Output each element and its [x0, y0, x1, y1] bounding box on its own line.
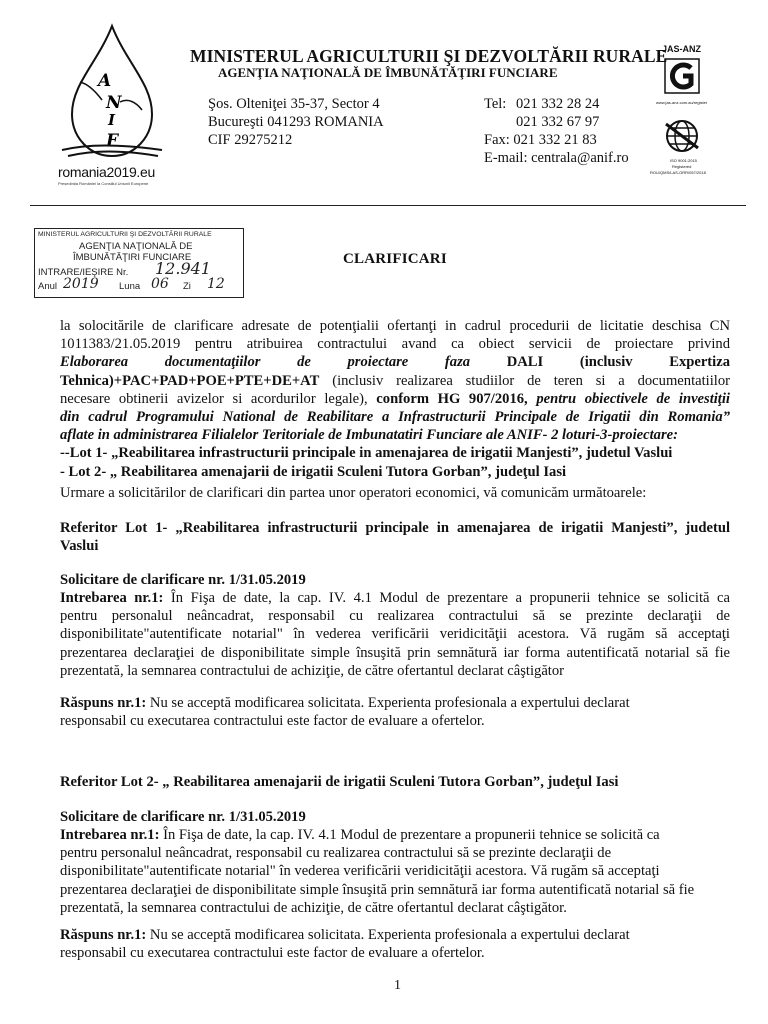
handwritten-number: 12.941	[155, 259, 211, 278]
text-line: Referitor Lot 2- „ Reabilitarea amenajarii de irigatii Sculeni Tutora Gorban”, judeţul Iasi	[60, 774, 619, 790]
address-line: CIF 29275212	[208, 132, 293, 148]
text-line: disponibilitate"autentificate notarial" în vederea verificării veridicităţii acestora. Vă rugăm să acceptaţi	[60, 626, 730, 643]
lot-2-title: - Lot 2- „ Reabilitarea amenajarii de irigatii Sculeni Tutora Gorban”, judeţul Iasi	[60, 463, 567, 480]
text-line: responsabil cu executarea contractului este factor de evaluare a ofertelor.	[60, 713, 485, 730]
text-line: 1011383/21.05.2019 pentru atribuirea contractului avand ca obiect servicii de proiectare privind	[60, 336, 730, 353]
text-line	[60, 353, 730, 371]
logo-letter-n: N	[106, 93, 122, 113]
text-line	[60, 372, 730, 390]
stamp-line: ÎMBUNĂTĂŢIRI FUNCIARE	[73, 252, 192, 263]
text-line: prezentarea declaraţiei de disponibilitate simple însuşită prin semnătură iar forma autentificată notarial să fie	[60, 644, 730, 661]
text-line: prezentarea declaraţiei de disponibilitate simple însuşită prin semnătură iar forma autentificată notarial să fie	[60, 881, 695, 898]
text-line	[60, 589, 730, 607]
text-line: pentru personalul neâncadrat, responsabil cu realizarea contractului să se prezinte declaraţii de	[60, 608, 730, 625]
handwritten-year: 2019	[63, 276, 99, 292]
address-line: Bucureşti 041293 ROMANIA	[208, 114, 384, 130]
jas-anz-site: www.jas-anz.com.au/register	[656, 100, 708, 105]
document-title: CLARIFICARI	[343, 251, 447, 267]
logo-letter-i: I	[108, 111, 116, 129]
handwritten-day: 12	[207, 276, 225, 292]
agency-name: AGENŢIA NAŢIONALĂ DE ÎMBUNĂTĂŢIRI FUNCIARE	[218, 65, 558, 80]
logo-small-text: Președinția României la Consiliul Uniunii Europene	[58, 181, 149, 186]
water-drop-icon	[58, 22, 166, 162]
lot-2-question	[60, 826, 730, 917]
objective-text: pentru obiectivele de investiţii	[536, 390, 730, 407]
intro-paragraph	[60, 317, 730, 481]
stamp-line: Luna	[119, 281, 141, 292]
text-line	[60, 926, 730, 944]
text-line: pentru personalul neâncadrat, responsabil cu realizarea contractului să se prezinte declaraţii de	[60, 845, 612, 862]
text-line: prezentată, la semnarea contractului de achiziţie, de către ofertantul declarat câştigător	[60, 662, 565, 679]
legal-reference: conform HG 907/2016,	[376, 390, 528, 407]
handwritten-month: 06	[151, 276, 169, 292]
lot-1-answer	[60, 694, 730, 730]
project-scope-note: (inclusiv realizarea studiilor de teren si a documentatiilor	[332, 372, 730, 389]
question-label: Intrebarea nr.1:	[60, 590, 164, 606]
text-line: Vaslui	[60, 538, 99, 555]
answer-text: Nu se acceptă modificarea solicitata. Experienta profesionala a expertului declarat	[146, 927, 630, 943]
anif-logo	[58, 22, 166, 186]
logo-caption: romania2019.eu	[58, 164, 155, 180]
text-line: responsabil cu executarea contractului este factor de evaluare a ofertelor.	[60, 945, 485, 962]
header-divider	[30, 205, 746, 206]
project-scope: Tehnica)+PAC+PAD+POE+PTE+DE+AT	[60, 372, 320, 389]
stamp-line: MINISTERUL AGRICULTURII ŞI DEZVOLTĂRII RURALE	[38, 231, 212, 238]
lot-1-title: --Lot 1- „Reabilitarea infrastructurii principale in amenajarea de irigatii Manjesti”, judetul Vaslui	[60, 445, 673, 462]
text-line	[60, 390, 730, 408]
text-line	[60, 826, 730, 844]
question-text: În Fişa de date, la cap. IV. 4.1 Modul de prezentare a propunerii tehnice se solicită ca	[159, 827, 660, 843]
tel-label: Tel:	[484, 96, 507, 112]
text-line: la solocitările de clarificare adresate de potenţialii ofertanţi in cadrul procedurii de licitatie deschisa CN	[60, 318, 730, 334]
jas-anz-label: JAS-ANZ	[662, 44, 702, 54]
project-title-bold: DALI (inclusiv Expertiza	[506, 354, 730, 371]
project-title-italic: Elaborarea documentaţiilor de proiectare faza	[60, 354, 471, 371]
registration-stamp	[34, 228, 244, 298]
answer-label: Răspuns nr.1:	[60, 695, 147, 711]
ministry-name: MINISTERUL AGRICULTURII ŞI DEZVOLTĂRII RURALE	[190, 46, 668, 66]
answer-text: Nu se acceptă modificarea solicitata. Experienta profesionala a expertului declarat	[146, 695, 630, 711]
stamp-line: AGENŢIA NAŢIONALĂ DE	[79, 241, 193, 252]
certification-logo	[650, 44, 720, 194]
logo-letter-a: A	[98, 71, 112, 91]
phone-number: 021 332 67 97	[516, 114, 600, 130]
globe-icon	[662, 116, 702, 156]
address-line: Şos. Olteniţei 35-37, Sector 4	[208, 96, 380, 112]
registration-code: ROU/QMS/LAS-ORR/057/2018	[650, 170, 706, 175]
fax-number: Fax: 021 332 21 83	[484, 132, 597, 148]
phone-number: 021 332 28 24	[516, 96, 600, 112]
lot-2-answer	[60, 926, 730, 962]
text-line	[60, 694, 730, 712]
logo-letter-f: F	[106, 131, 119, 151]
text-line: aflate in administrarea Filialelor Teritoriale de Imbunatatiri Funciare ale ANIF- 2 loturi-3-proiectare:	[60, 427, 678, 444]
text-line: disponibilitate"autentificate notarial" în vederea verificării veridicităţii acestora. Vă rugăm să acceptaţi	[60, 863, 660, 880]
page-number: 1	[394, 978, 401, 993]
lot-2-clarification-request	[60, 808, 730, 826]
stamp-line: Zi	[183, 281, 191, 292]
project-scope-note: necesare obtinerii avizelor si acordurilor legale),	[60, 390, 368, 407]
stamp-line: Anul	[38, 281, 58, 292]
email-address: E-mail: centrala@anif.ro	[484, 150, 629, 166]
lot-1-clarification-request	[60, 571, 730, 589]
lot-2-reference-heading	[60, 773, 730, 791]
text-line: prezentată, la semnarea contractului de achiziţie, de către ofertantul declarat câştigător.	[60, 899, 567, 916]
question-label: Intrebarea nr.1:	[60, 827, 160, 843]
text-line: Referitor Lot 1- „Reabilitarea infrastructurii principale in amenajarea de irigatii Manjesti”, judetul	[60, 520, 730, 536]
iso-text: ISO 9001:2015	[670, 158, 697, 163]
answer-label: Răspuns nr.1:	[60, 927, 147, 943]
text-line: Solicitare de clarificare nr. 1/31.05.2019	[60, 572, 306, 588]
jas-anz-icon	[664, 58, 700, 94]
question-text: În Fişa de date, la cap. IV. 4.1 Modul de prezentare a propunerii tehnice se solicită ca	[163, 590, 730, 606]
text-line: Solicitare de clarificare nr. 1/31.05.2019	[60, 809, 306, 825]
stamp-line: INTRARE/IEŞIRE Nr.	[38, 267, 129, 278]
lot-1-reference-heading	[60, 519, 730, 555]
registered-text: Registered	[672, 164, 692, 169]
text-line: Urmare a solicitărilor de clarificari din partea unor operatori economici, vă comunicăm următoarele:	[60, 485, 647, 501]
text-line: din cadrul Programului National de Reabilitare a Infrastructurii Principale de Irigatii din Romania”	[60, 409, 730, 426]
urmare-paragraph	[60, 484, 730, 502]
lot-1-question	[60, 589, 730, 680]
